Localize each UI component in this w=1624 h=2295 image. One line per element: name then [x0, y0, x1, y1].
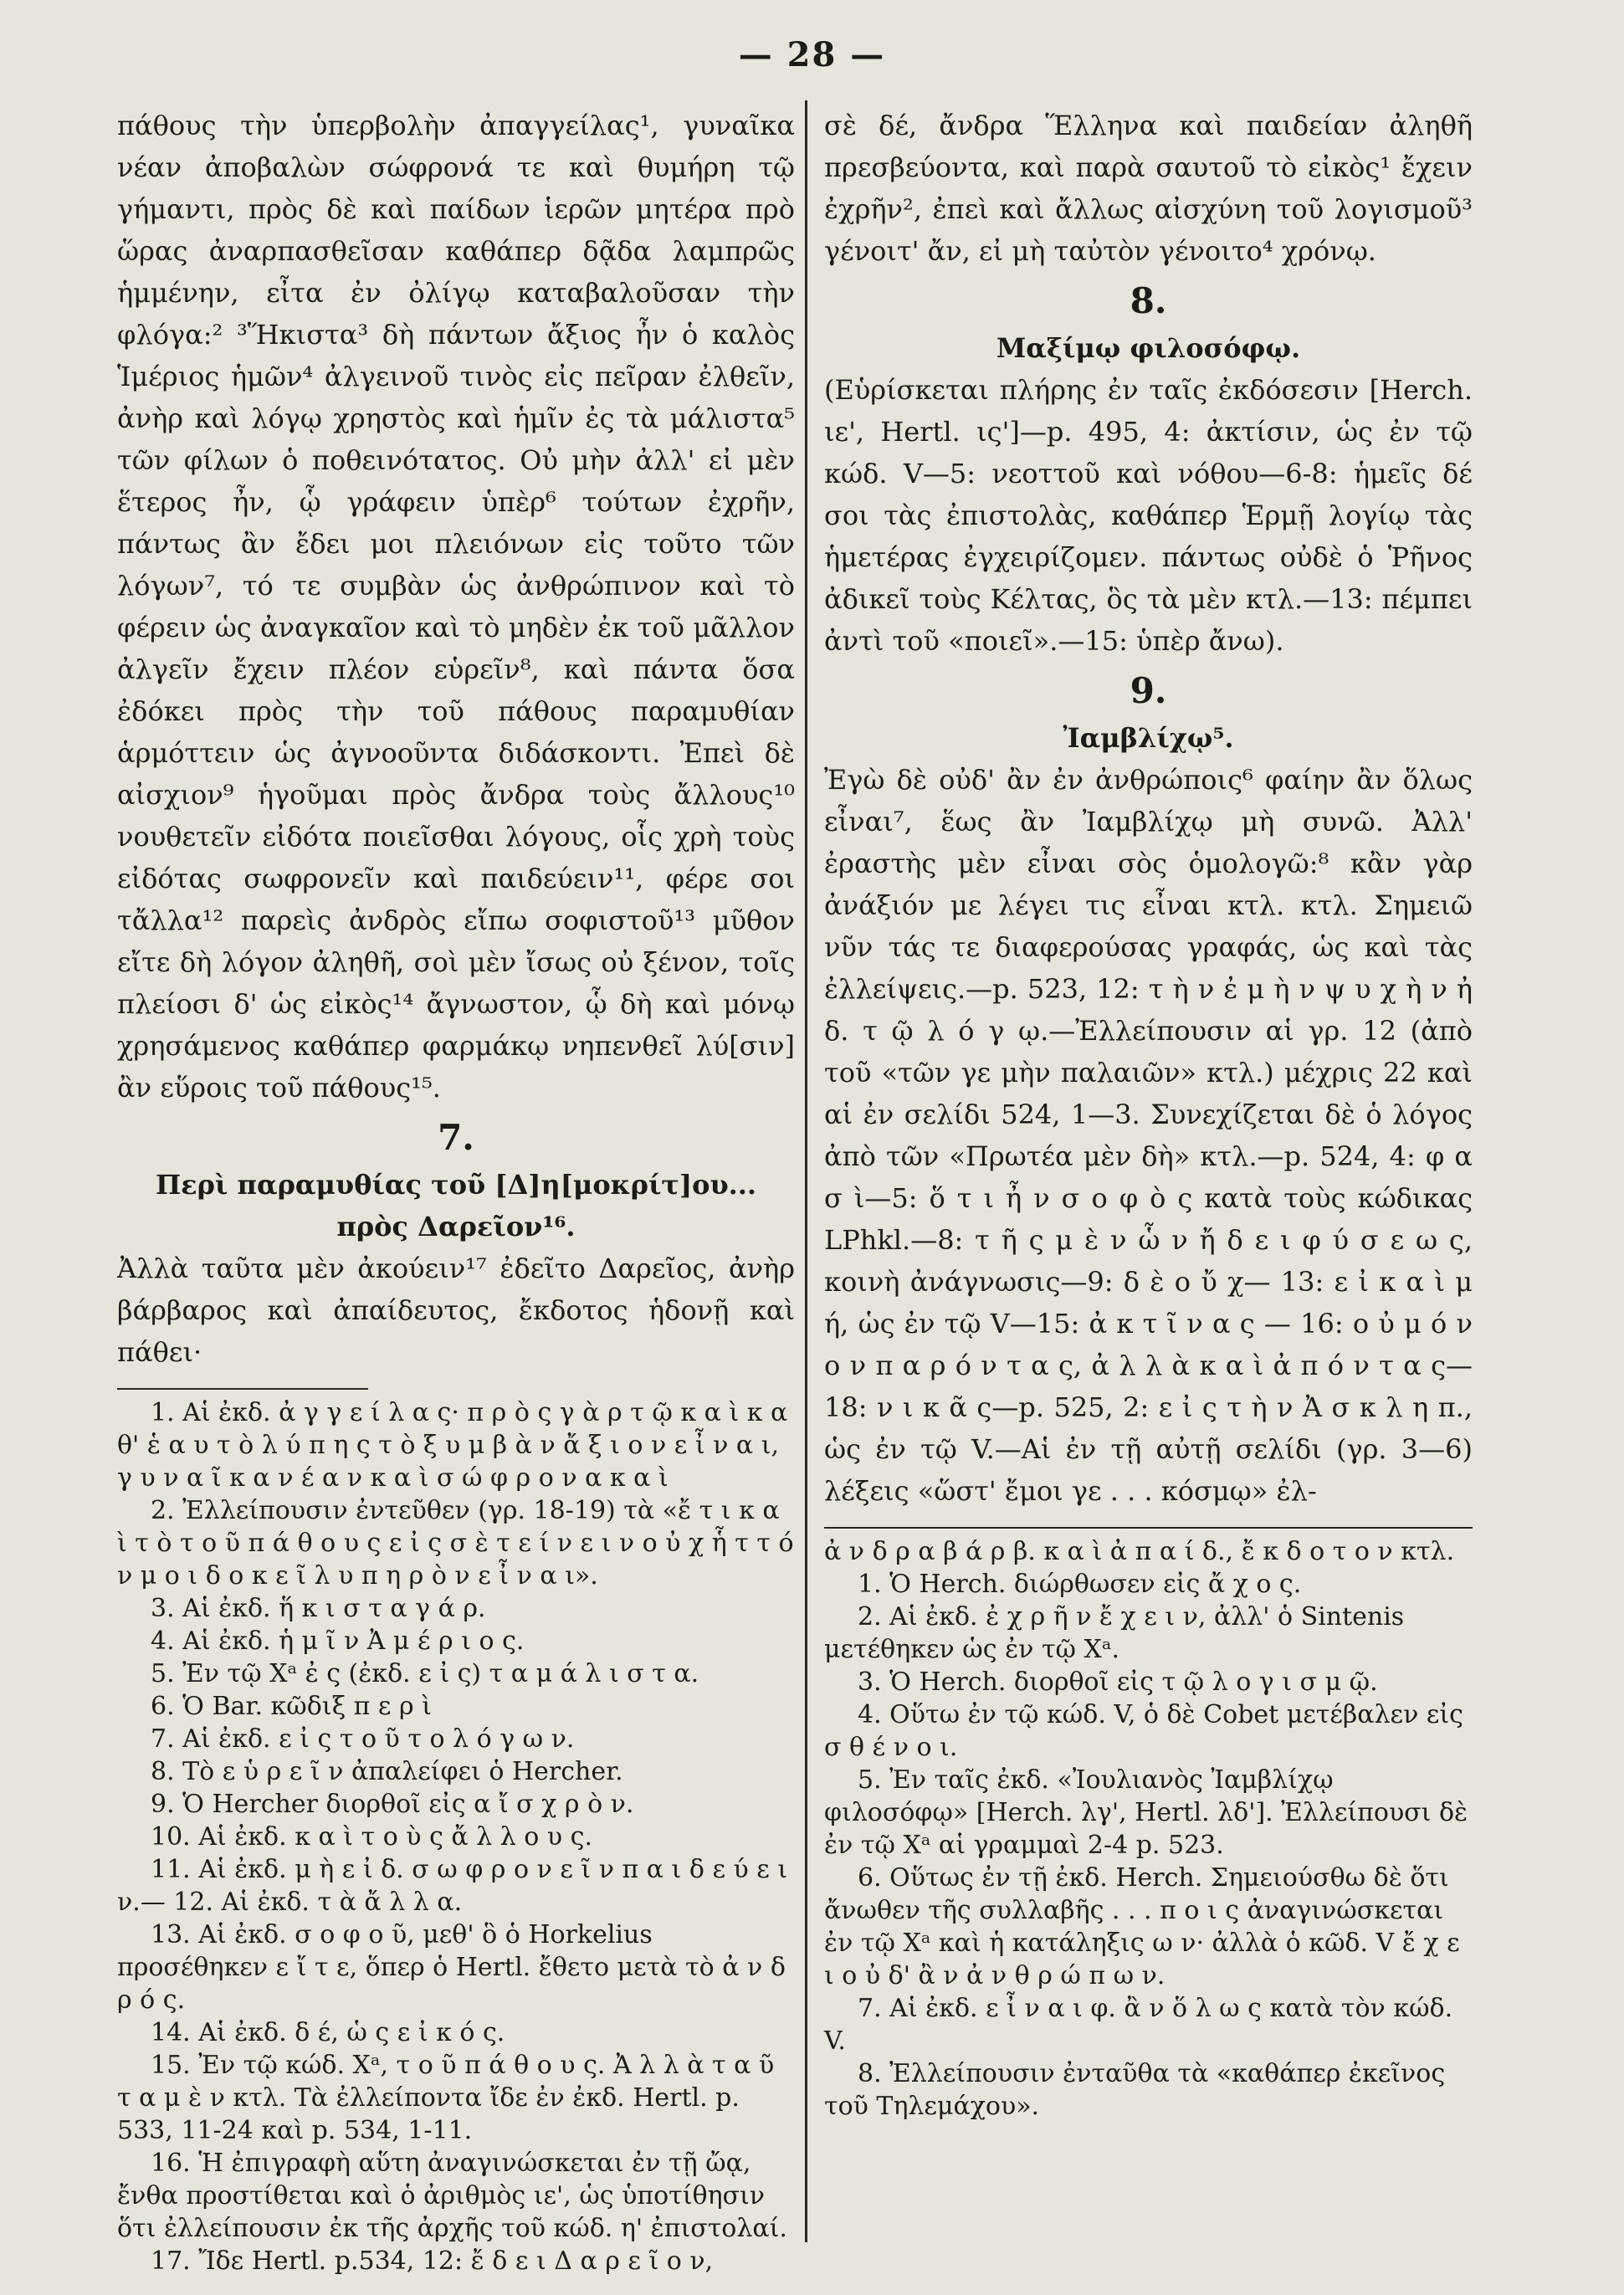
footnote-continuation: ἀ ν δ ρ α β ά ρ β. κ α ὶ ἀ π α ί δ., ἔ κ δ ο τ ο ν κτλ.: [824, 1537, 1455, 1566]
section-heading-line1: Περὶ παραμυθίας τοῦ [Δ]η[μοκρίτ]ου...: [155, 1169, 757, 1201]
footnote: 15. Ἐν τῷ κώδ. Xᵃ, τ ο ῦ π ά θ ο υ ς. Ἀ λ λ ὰ τ α ῦ τ α μ ὲ ν κτλ. Τὰ ἐλλείποντα ἴδε ἐν ἐκδ. Hertl. p. 533, 11-24 καὶ p. 534, 1-11.: [117, 2051, 775, 2145]
footnote: 4. Αἱ ἐκδ. ἡ μ ῖ ν Ἀ μ έ ρ ι ο ς.: [151, 1626, 525, 1656]
section-heading-8: Μαξίμῳ φιλοσόφῳ.: [996, 332, 1301, 364]
footnote: 4. Οὕτω ἐν τῷ κώδ. V, ὁ δὲ Cobet μετέβαλεν εἰς σ θ έ ν ο ι.: [824, 1700, 1463, 1762]
footnote: 7. Αἱ ἐκδ. ε ἶ ν α ι φ. ἂ ν ὅ λ ω ς κατὰ τὸν κώδ. V.: [824, 1994, 1453, 2056]
section-number-7: 7.: [438, 1117, 474, 1158]
section-number-8: 8.: [1130, 280, 1167, 321]
footnote: 3. Ὁ Herch. διορθοῖ εἰς τ ῷ λ ο γ ι σ μ ῷ.: [858, 1667, 1378, 1697]
footnote: 10. Αἱ ἐκδ. κ α ὶ τ ο ὺ ς ἄ λ λ ο υ ς.: [151, 1822, 593, 1852]
left-column: [117, 105, 795, 2277]
footnote: 8. Τὸ ε ὑ ρ ε ῖ ν ἀπαλείφει ὁ Hercher.: [151, 1757, 623, 1786]
column-divider: [805, 100, 807, 2242]
footnote: 6. Ὁ Bar. κῶδιξ π ε ρ ὶ: [151, 1692, 432, 1721]
section-number-9: 9.: [1130, 670, 1167, 711]
footnote: 14. Αἱ ἐκδ. δ έ, ὡ ς ε ἰ κ ό ς.: [151, 2018, 505, 2047]
section-heading-9: Ἰαμβλίχῳ⁵.: [1063, 722, 1234, 754]
footnote: 6. Οὕτως ἐν τῇ ἐκδ. Herch. Σημειούσθω δὲ ὅτι ἄνωθεν τῆς συλλαβῆς . . . π ο ι ς ἀναγινώσκεται ἐν τῷ Xᵃ καὶ ἡ κατάληξις ω ν· ἀλλὰ ὁ κῶδ. V ἔ χ ε ι ο ὐ δ' ἂ ν ἀ ν θ ρ ώ π ω ν.: [824, 1863, 1460, 1990]
letter-text-continued: σὲ δέ, ἄνδρα Ἕλληνα καὶ παιδείαν ἀληθῆ πρεσβεύοντα, καὶ παρὰ σαυτοῦ τὸ εἰκὸς¹ ἔχειν ἐχρῆν², ἐπεὶ καὶ ἄλλως αἰσχύνη τοῦ λογισμοῦ³ γένοιτ' ἄν, εἰ μὴ ταὐτὸν γένοιτο⁴ χρόνῳ.: [824, 110, 1473, 267]
footnote: 16. Ἡ ἐπιγραφὴ αὕτη ἀναγινώσκεται ἐν τῇ ὤᾳ, ἔνθα προστίθεται καὶ ὁ ἀριθμὸς ιε', ὡς ὑποτίθησιν ὅτι ἐλλείπουσιν ἐκ τῆς ἀρχῆς τοῦ κώδ. η' ἐπιστολαί.: [117, 2149, 787, 2243]
section-9-text: Ἐγὼ δὲ οὐδ' ἂν ἐν ἀνθρώποις⁶ φαίην ἂν ὅλως εἶναι⁷, ἕως ἂν Ἰαμβλίχῳ μὴ συνῶ. Ἀλλ' ἐραστὴς μὲν εἶναι σὸς ὁμολογῶ:⁸ κἂν γὰρ ἀνάξιόν με λέγει τις εἶναι κτλ. κτλ. Σημειῶ νῦν τάς τε διαφερούσας γραφάς, ὡς καὶ τὰς ἐλλείψεις.—p. 523, 12: τ ὴ ν ἐ μ ὴ ν ψ υ χ ὴ ν ἠ δ. τ ῷ λ ό γ ῳ.—Ἐλλείπουσιν αἱ γρ. 12 (ἀπὸ τοῦ «τῶν γε μὴν παλαιῶν» κτλ.) μέχρις 22 καὶ αἱ ἐν σελίδι 524, 1—3. Συνεχίζεται δὲ ὁ λόγος ἀπὸ τῶν «Πρωτέα μὲν δὴ» κτλ.—p. 524, 4: φ α σ ὶ—5: ὅ τ ι ἦ ν σ ο φ ὸ ς κατὰ τοὺς κώδικας LPhkl.—8: τ ῆ ς μ ὲ ν ὧ ν ἤ δ ε ι φ ύ σ ε ω ς, κοινὴ ἀνάγνωσις—9: δ ὲ ο ὔ χ— 13: ε ἰ κ α ὶ μ ή, ὡς ἐν τῷ V—15: ἀ κ τ ῖ ν α ς — 16: ο ὐ μ ό ν ο ν π α ρ ό ν τ α ς, ἀ λ λ ὰ κ α ὶ ἀ π ό ν τ α ς—18: ν ι κ ᾶ ς—p. 525, 2: ε ἰ ς τ ὴ ν Ἀ σ κ λ η π., ὡς ἐν τῷ V.—Αἱ ἐν τῇ αὐτῇ σελίδι (γρ. 3—6) λέξεις «ὥστ' ἔμοι γε . . . κόσμῳ» ἐλ-: [824, 764, 1473, 1507]
footnote: 13. Αἱ ἐκδ. σ ο φ ο ῦ, μεθ' ὃ ὁ Horkelius προσέθηκεν ε ἴ τ ε, ὅπερ ὁ Hertl. ἔθετο μετὰ τὸ ἀ ν δ ρ ό ς.: [117, 1920, 786, 2015]
footnote: 1. Αἱ ἐκδ. ἀ γ γ ε ί λ α ς· π ρ ὸ ς γ ὰ ρ τ ῷ κ α ὶ κ α θ' ἑ α υ τ ὸ λ ύ π η ς τ ὸ ξ υ μ β ὰ ν ἄ ξ ι ο ν ε ἶ ν α ι, γ υ ν α ῖ κ α ν έ α ν κ α ὶ σ ώ φ ρ ο ν α κ α ὶ: [117, 1398, 788, 1493]
footnote: 5. Ἐν τῷ Xᵃ ἐ ς (ἐκδ. ε ἰ ς) τ α μ ά λ ι σ τ α.: [151, 1659, 699, 1688]
footnote: 2. Ἐλλείπουσιν ἐντεῦθεν (γρ. 18-19) τὰ «ἔ τ ι κ α ὶ τ ὸ τ ο ῦ π ά θ ο υ ς ε ἰ ς σ ὲ τ ε ί ν ε ι ν ο ὐ χ ἧ τ τ ό ν μ ο ι δ ο κ ε ῖ λ υ π η ρ ὸ ν ε ἶ ν α ι».: [117, 1496, 794, 1591]
section-heading-line2: πρὸς Δαρεῖον¹⁶.: [336, 1211, 576, 1242]
footnotes-right: [824, 1568, 1473, 2123]
letter-text: πάθους τὴν ὑπερβολὴν ἀπαγγείλας¹, γυναῖκα νέαν ἀποβαλὼν σώφρονά τε καὶ θυμήρη τῷ γήμαντι, πρὸς δὲ καὶ παίδων ἱερῶν μητέρα πρὸ ὥρας ἀναρπασθεῖσαν καθάπερ δᾷδα λαμπρῶς ἡμμένην, εἶτα ἐν ὀλίγῳ καταβαλοῦσαν τὴν φλόγα:² ³Ἥκιστα³ δὴ πάντων ἄξιος ἦν ὁ καλὸς Ἱμέριος ἡμῶν⁴ ἀλγεινοῦ τινὸς εἰς πεῖραν ἐλθεῖν, ἀνὴρ καὶ λόγῳ χρηστὸς καὶ ἡμῖν ἐς τὰ μάλιστα⁵ τῶν φίλων ὁ ποθεινότατος. Οὐ μὴν ἀλλ' εἰ μὲν ἕτερος ἦν, ᾧ γράφειν ὑπὲρ⁶ τούτων ἐχρῆν, πάντως ἂν ἔδει μοι πλειόνων εἰς τοῦτο τῶν λόγων⁷, τό τε συμβὰν ὡς ἀνθρώπινον καὶ τὸ φέρειν ὡς ἀναγκαῖον καὶ τὸ μηδὲν ἐκ τοῦ μᾶλλον ἀλγεῖν ἔχειν πλέον εὑρεῖν⁸, καὶ πάντα ὅσα ἐδόκει πρὸς τὴν τοῦ πάθους παραμυθίαν ἁρμόττειν ὡς ἀγνοοῦντα διδάσκοντι. Ἐπεὶ δὲ αἰσχιον⁹ ἡγοῦμαι πρὸς ἄνδρα τοὺς ἄλλους¹⁰ νουθετεῖν εἰδότα ποιεῖσθαι λόγους, οἷς χρὴ τοὺς εἰδότας σωφρονεῖν καὶ παιδεύειν¹¹, φέρε σοι τἄλλα¹² παρεὶς ἀνδρὸς εἴπω σοφιστοῦ¹³ μῦθον εἴτε δὴ λόγον ἀληθῆ, σοὶ μὲν ἴσως οὐ ξένον, τοῖς πλείοσι δ' ὡς εἰκὸς¹⁴ ἄγνωστον, ᾧ δὴ καὶ μόνῳ χρησάμενος καθάπερ φαρμάκῳ νηπενθεῖ λύ[σιν] ἂν εὕροις τοῦ πάθους¹⁵.: [117, 110, 795, 1104]
footnote: 2. Αἱ ἐκδ. ἐ χ ρ ῆ ν ἔ χ ε ι ν, ἀλλ' ὁ Sintenis μετέθηκεν ὡς ἐν τῷ Xᵃ.: [824, 1602, 1405, 1664]
footnote: 9. Ὁ Hercher διορθοῖ εἰς α ἴ σ χ ρ ὸ ν.: [151, 1790, 634, 1819]
footnote-rule: [117, 1388, 368, 1390]
section-8-text: (Εὑρίσκεται πλήρης ἐν ταῖς ἐκδόσεσιν [Herch. ιε', Hertl. ις']—p. 495, 4: ἀκτίσιν, ὡς ἐν τῷ κώδ. V—5: νεοττοῦ καὶ νόθου—6-8: ἡμεῖς δέ σοι τὰς ἐπιστολὰς, καθάπερ Ἑρμῇ λογίῳ τὰς ἡμετέρας ἐγχειρίζομεν. πάντως οὐδὲ ὁ Ῥῆνος ἀδικεῖ τοὺς Κέλτας, ὃς τὰ μὲν κτλ.—13: πέμπει ἀντὶ τοῦ «ποιεῖ».—15: ὑπὲρ ἄνω).: [824, 374, 1473, 657]
footnote: 5. Ἐν ταῖς ἐκδ. «Ἰουλιανὸς Ἰαμβλίχῳ φιλοσόφῳ» [Herch. λγ', Hertl. λδ']. Ἐλλείπουσι δὲ ἐν τῷ Xᵃ αἱ γραμμαὶ 2-4 p. 523.: [824, 1765, 1468, 1860]
letter-text-7: Ἀλλὰ ταῦτα μὲν ἀκούειν¹⁷ ἐδεῖτο Δαρεῖος, ἀνὴρ βάρβαρος καὶ ἀπαίδευτος, ἔκδοτος ἡδονῇ καὶ πάθει·: [117, 1253, 795, 1368]
page-number: — 28 —: [738, 35, 886, 74]
footnote: 17. Ἴδε Hertl. p.534, 12: ἔ δ ε ι Δ α ρ ε ῖ ο ν,: [151, 2246, 714, 2276]
footnote: 8. Ἐλλείπουσιν ἐνταῦθα τὰ «καθάπερ ἐκεῖνος τοῦ Τηλεμάχου».: [824, 2059, 1446, 2121]
footnote: 1. Ὁ Herch. διώρθωσεν εἰς ἄ χ ο ς.: [858, 1570, 1302, 1599]
footnote: 11. Αἱ ἐκδ. μ ὴ ε ἰ δ. σ ω φ ρ ο ν ε ῖ ν π α ι δ ε ύ ε ι ν.— 12. Αἱ ἐκδ. τ ὰ ἄ λ λ α.: [117, 1855, 788, 1917]
right-column: [824, 105, 1473, 2123]
footnotes-left: [117, 1396, 795, 2277]
footnote-rule: [824, 1527, 1473, 1529]
footnote: 3. Αἱ ἐκδ. ἥ κ ι σ τ α γ ά ρ.: [151, 1594, 486, 1623]
footnote: 7. Αἱ ἐκδ. ε ἰ ς τ ο ῦ τ ο λ ό γ ω ν.: [151, 1724, 575, 1754]
